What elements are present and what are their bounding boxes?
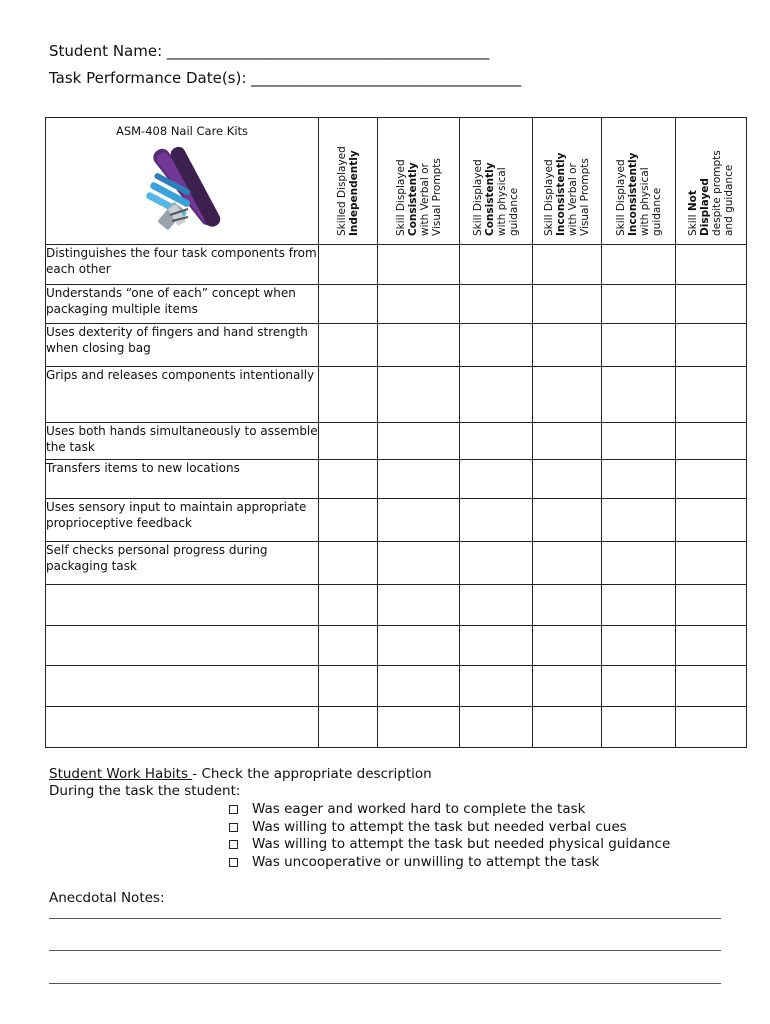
- rating-cell[interactable]: [378, 285, 460, 324]
- column-label: [687, 150, 735, 236]
- rating-cell[interactable]: [533, 542, 602, 585]
- rating-cell[interactable]: [460, 626, 533, 666]
- rating-cell[interactable]: [676, 367, 747, 423]
- habit-option-label: Was uncooperative or unwilling to attempt the task: [252, 853, 600, 870]
- rating-cell[interactable]: [378, 666, 460, 707]
- rating-cell[interactable]: [676, 460, 747, 499]
- notes-line[interactable]: [49, 983, 721, 984]
- column-label: [615, 153, 663, 236]
- column-inconsistently-verbal-visual: [533, 118, 602, 245]
- table-row: [46, 324, 747, 367]
- table-row: [46, 585, 747, 626]
- rating-cell[interactable]: [460, 499, 533, 542]
- checkbox[interactable]: [229, 805, 238, 814]
- table-row: [46, 542, 747, 585]
- rating-cell[interactable]: [602, 423, 676, 460]
- table-row: [46, 367, 747, 423]
- rating-cell[interactable]: [676, 585, 747, 626]
- column-label-line: with Verbal or: [418, 163, 431, 236]
- column-label: [543, 153, 591, 236]
- column-label-line: Skill Displayed: [472, 159, 484, 236]
- rating-cell[interactable]: [460, 707, 533, 748]
- rating-cell[interactable]: [378, 460, 460, 499]
- nail-care-kit-image: [134, 145, 244, 233]
- criterion-label: Understands “one of each” concept when packaging multiple items: [46, 285, 319, 324]
- rubric-header-row: [46, 118, 747, 245]
- rating-cell[interactable]: [460, 324, 533, 367]
- rating-cell[interactable]: [319, 423, 378, 460]
- rating-cell[interactable]: [460, 460, 533, 499]
- column-label-line: and guidance: [723, 164, 735, 236]
- rating-cell[interactable]: [602, 666, 676, 707]
- rating-cell[interactable]: [533, 585, 602, 626]
- column-skilled-independently: [319, 118, 378, 245]
- column-label-line: Skill Displayed: [614, 159, 627, 236]
- column-label-line: Independently: [348, 150, 360, 236]
- column-label-line: with physical: [638, 167, 651, 236]
- table-row: [46, 285, 747, 324]
- work-habits-instruction: - Check the appropriate description: [192, 766, 432, 782]
- rating-cell[interactable]: [676, 245, 747, 285]
- criterion-label[interactable]: [46, 707, 319, 748]
- rating-cell[interactable]: [378, 324, 460, 367]
- rating-cell[interactable]: [602, 499, 676, 542]
- rating-cell[interactable]: [378, 542, 460, 585]
- table-row: [46, 666, 747, 707]
- criterion-label: Self checks personal progress during packaging task: [46, 542, 319, 585]
- notes-line[interactable]: [49, 950, 721, 951]
- rating-cell[interactable]: [378, 626, 460, 666]
- rating-cell[interactable]: [460, 423, 533, 460]
- kit-title: ASM-408 Nail Care Kits: [115, 124, 249, 138]
- table-row: [46, 245, 747, 285]
- rating-cell[interactable]: [460, 585, 533, 626]
- notes-line[interactable]: [49, 918, 721, 919]
- rating-cell[interactable]: [460, 367, 533, 423]
- column-consistently-physical: [460, 118, 533, 245]
- rating-cell[interactable]: [676, 707, 747, 748]
- rating-cell[interactable]: [676, 285, 747, 324]
- rating-cell[interactable]: [602, 245, 676, 285]
- column-inconsistently-physical: [602, 118, 676, 245]
- rating-cell[interactable]: [319, 707, 378, 748]
- rating-cell[interactable]: [319, 585, 378, 626]
- criterion-label: Transfers items to new locations: [46, 460, 319, 499]
- rating-cell[interactable]: [676, 324, 747, 367]
- rating-cell[interactable]: [378, 499, 460, 542]
- habit-option-label: Was willing to attempt the task but needed physical guidance: [252, 836, 671, 852]
- rating-cell[interactable]: [533, 245, 602, 285]
- rating-cell[interactable]: [319, 666, 378, 707]
- habit-option-label: Was eager and worked hard to complete the task: [252, 801, 586, 817]
- column-label: [472, 159, 520, 236]
- rating-cell[interactable]: [319, 285, 378, 324]
- checkbox[interactable]: [229, 823, 238, 832]
- column-label-line: Consistently: [406, 162, 419, 236]
- column-consistently-verbal-visual: [378, 118, 460, 245]
- column-label-line: guidance: [650, 187, 663, 236]
- habit-option[interactable]: [229, 854, 670, 872]
- rating-cell[interactable]: [602, 460, 676, 499]
- rating-cell[interactable]: [602, 285, 676, 324]
- work-habits-intro: During the task the student:: [49, 783, 241, 799]
- column-label-line: Displayed: [699, 178, 711, 236]
- rating-cell[interactable]: [533, 626, 602, 666]
- rating-cell[interactable]: [602, 367, 676, 423]
- rating-cell[interactable]: [676, 666, 747, 707]
- rating-cell[interactable]: [460, 285, 533, 324]
- table-row: [46, 460, 747, 499]
- checkbox[interactable]: [229, 858, 238, 867]
- rating-cell[interactable]: [460, 542, 533, 585]
- column-label-line: Inconsistently: [555, 152, 567, 236]
- rating-cell[interactable]: [533, 285, 602, 324]
- rating-cell[interactable]: [676, 499, 747, 542]
- column-label-line: Visual Prompts: [430, 158, 443, 236]
- rating-cell[interactable]: [676, 542, 747, 585]
- checkbox[interactable]: [229, 840, 238, 849]
- rating-cell[interactable]: [319, 542, 378, 585]
- task-performance-dates-field[interactable]: Task Performance Date(s): ____________________________________: [49, 69, 522, 87]
- rating-cell[interactable]: [378, 423, 460, 460]
- criterion-label: Distinguishes the four task components from each other: [46, 245, 319, 285]
- rating-cell[interactable]: [533, 324, 602, 367]
- rating-cell[interactable]: [533, 666, 602, 707]
- criterion-label[interactable]: [46, 666, 319, 707]
- rating-cell[interactable]: [676, 626, 747, 666]
- habit-option[interactable]: [229, 819, 670, 837]
- kit-header-cell: [46, 118, 319, 245]
- rating-cell[interactable]: [533, 707, 602, 748]
- rating-cell[interactable]: [533, 460, 602, 499]
- column-label-line: Inconsistently: [626, 152, 639, 236]
- habit-option-label: Was willing to attempt the task but needed verbal cues: [252, 818, 627, 835]
- column-label-line: guidance: [508, 187, 520, 236]
- rating-cell[interactable]: [319, 626, 378, 666]
- rating-cell[interactable]: [602, 626, 676, 666]
- rating-cell[interactable]: [602, 542, 676, 585]
- column-label-line: with physical: [496, 167, 508, 236]
- column-label-line: with Verbal or: [567, 163, 579, 236]
- rating-cell[interactable]: [378, 245, 460, 285]
- rating-cell[interactable]: [378, 367, 460, 423]
- column-label-line: Skilled Displayed: [336, 146, 348, 236]
- skills-rubric-table: [45, 117, 747, 748]
- rating-cell[interactable]: [319, 367, 378, 423]
- rating-cell[interactable]: [460, 245, 533, 285]
- column-label-line: Skill Displayed: [394, 159, 407, 236]
- table-row: [46, 499, 747, 542]
- column-label-line: Visual Prompts: [579, 158, 591, 236]
- work-habits-options: [229, 801, 670, 871]
- anecdotal-notes-label: Anecdotal Notes:: [49, 890, 165, 906]
- table-row: [46, 423, 747, 460]
- rating-cell[interactable]: [319, 499, 378, 542]
- column-label-line: Skill Displayed: [543, 159, 555, 236]
- criterion-label[interactable]: [46, 585, 319, 626]
- criterion-label: Grips and releases components intentionally: [46, 367, 319, 423]
- rating-cell[interactable]: [378, 585, 460, 626]
- student-name-field[interactable]: Student Name: ___________________________________________: [49, 42, 490, 60]
- rating-cell[interactable]: [533, 499, 602, 542]
- column-label: [336, 146, 360, 236]
- column-label-line: Consistently: [484, 162, 496, 236]
- rating-cell[interactable]: [533, 423, 602, 460]
- rating-cell[interactable]: [602, 585, 676, 626]
- rating-cell[interactable]: [602, 707, 676, 748]
- column-label-line: despite prompts: [711, 150, 723, 236]
- rating-cell[interactable]: [319, 324, 378, 367]
- column-not-displayed: [676, 118, 747, 245]
- column-label: [395, 158, 443, 236]
- rating-cell[interactable]: [319, 245, 378, 285]
- criterion-label: Uses dexterity of fingers and hand strength when closing bag: [46, 324, 319, 367]
- habit-option[interactable]: [229, 801, 670, 819]
- work-habits-title: Student Work Habits: [49, 766, 193, 782]
- habit-option[interactable]: [229, 836, 670, 854]
- rating-cell[interactable]: [676, 423, 747, 460]
- rating-cell[interactable]: [319, 460, 378, 499]
- table-row: [46, 626, 747, 666]
- column-label-line: Skill Not: [687, 190, 699, 236]
- table-row: [46, 707, 747, 748]
- rating-cell[interactable]: [602, 324, 676, 367]
- criterion-label: Uses sensory input to maintain appropriate proprioceptive feedback: [46, 499, 319, 542]
- rating-cell[interactable]: [378, 707, 460, 748]
- work-habits-section: [49, 766, 432, 800]
- criterion-label[interactable]: [46, 626, 319, 666]
- rating-cell[interactable]: [533, 367, 602, 423]
- criterion-label: Uses both hands simultaneously to assemble the task: [46, 423, 319, 460]
- rating-cell[interactable]: [460, 666, 533, 707]
